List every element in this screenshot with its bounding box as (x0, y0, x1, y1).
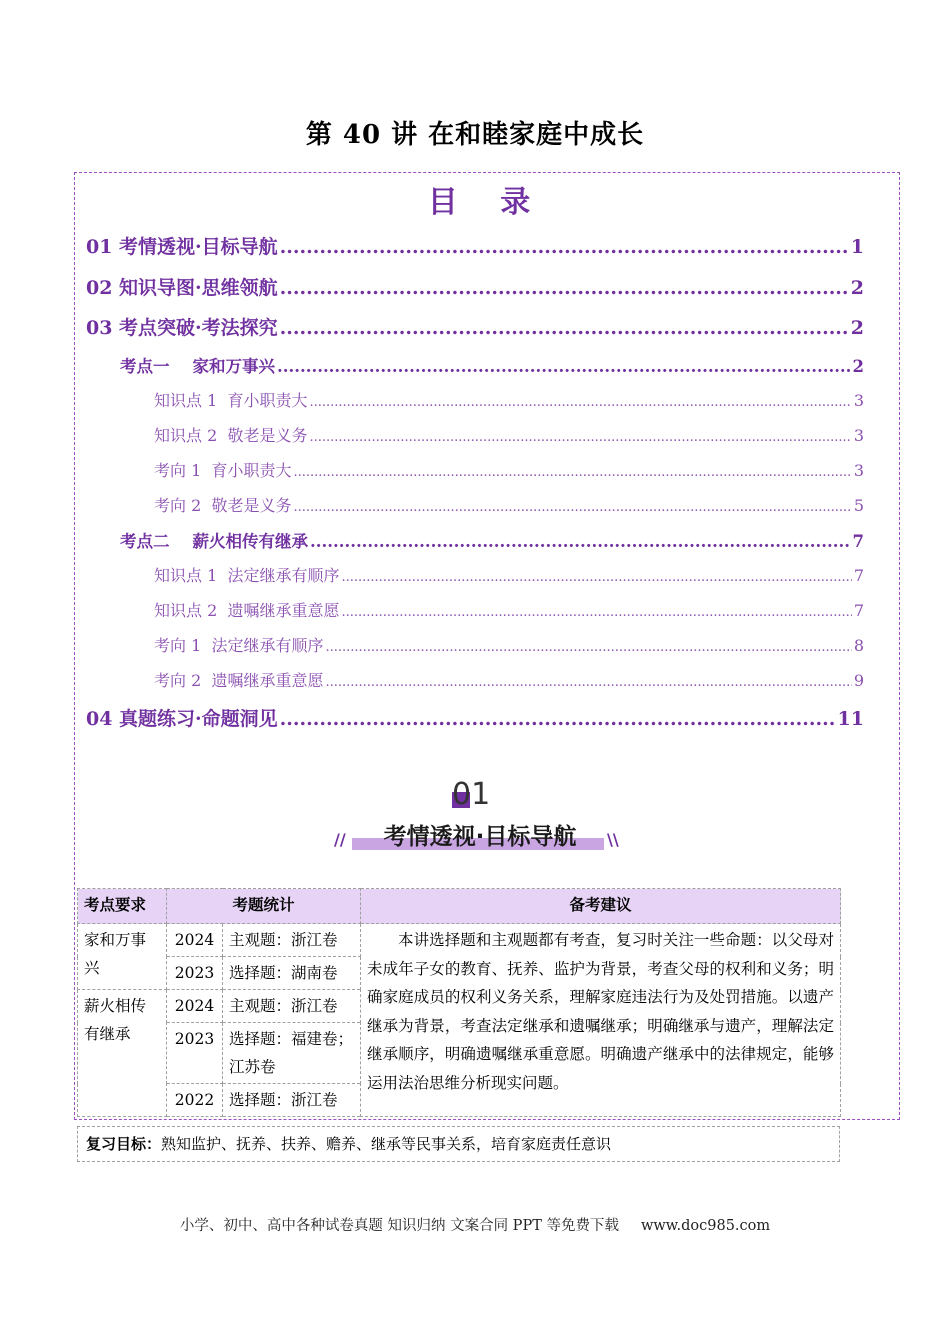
table-header: 考点要求 (78, 889, 167, 924)
toc-entry[interactable] (120, 353, 864, 377)
toc-entry-label: 04 真题练习·命题洞见 (86, 708, 278, 730)
toc-entry-label: 考向 1 法定继承有顺序 (154, 636, 324, 655)
toc-entry[interactable] (86, 273, 864, 300)
toc-entry-page: 3 (853, 461, 864, 480)
toc-entry-page: 7 (853, 566, 864, 585)
table-row (78, 924, 841, 957)
page-footer (0, 1214, 950, 1235)
table-header: 考题统计 (167, 889, 361, 924)
review-goal-label: 复习目标： (86, 1135, 162, 1153)
toc-entry-page: 1 (850, 236, 864, 258)
exam-analysis-table (77, 888, 841, 1117)
stat-cell: 选择题：湖南卷 (223, 957, 361, 990)
toc-entry-label: 知识点 2 遗嘱继承重意愿 (154, 601, 340, 620)
toc-entry[interactable] (86, 704, 864, 731)
table-header-row (78, 889, 841, 924)
toc-entry-label: 考向 2 敬老是义务 (154, 496, 292, 515)
year-cell: 2022 (167, 1084, 223, 1117)
toc-entry[interactable] (154, 668, 864, 691)
toc-entry[interactable] (154, 423, 864, 446)
toc-entry-page: 2 (852, 357, 864, 376)
toc-entry[interactable] (86, 232, 864, 259)
toc-entry-label: 考向 2 遗嘱继承重意愿 (154, 671, 324, 690)
year-cell: 2023 (167, 1023, 223, 1084)
topic-cell: 薪火相传有继承 (78, 990, 167, 1117)
footer-text: 小学、初中、高中各种试卷真题 知识归纳 文案合同 PPT 等免费下载 (179, 1218, 619, 1234)
toc-entry-page: 7 (853, 601, 864, 620)
toc-entry[interactable] (86, 313, 864, 340)
toc-entry-label: 知识点 1 育小职责大 (154, 391, 308, 410)
toc-entry-label: 02 知识导图·思维领航 (86, 277, 278, 299)
toc-entry[interactable] (154, 493, 864, 516)
toc-entry-page: 2 (850, 277, 864, 299)
page-title: 第 40 讲 在和睦家庭中成长 (305, 120, 645, 150)
year-cell: 2024 (167, 924, 223, 957)
review-goal-text: 熟知监护、抚养、扶养、赡养、继承等民事关系，培育家庭责任意识 (161, 1135, 612, 1153)
toc-entry-page: 3 (853, 426, 864, 445)
stat-cell: 主观题：浙江卷 (223, 924, 361, 957)
review-goal (77, 1126, 840, 1162)
toc-entry-page: 8 (853, 636, 864, 655)
toc-entry-page: 7 (852, 532, 864, 551)
toc-entry[interactable] (120, 528, 864, 552)
toc-heading: 目 录 (427, 185, 547, 220)
toc-entry-page: 11 (837, 708, 864, 730)
section-slash-right: \\ (607, 830, 619, 849)
stat-cell: 选择题：浙江卷 (223, 1084, 361, 1117)
toc-entry-label: 03 考点突破·考法探究 (86, 317, 278, 339)
toc-entry[interactable] (154, 563, 864, 586)
footer-site-link[interactable]: www.doc985.com (640, 1218, 771, 1234)
toc-entry[interactable] (154, 598, 864, 621)
stat-cell: 主观题：浙江卷 (223, 990, 361, 1023)
toc-entry[interactable] (154, 388, 864, 411)
toc-entry-label: 考向 1 育小职责大 (154, 461, 292, 480)
section-slash-left: // (334, 830, 346, 849)
toc-entry-page: 9 (853, 671, 864, 690)
toc-entry-page: 2 (850, 317, 864, 339)
toc-entry-label: 知识点 2 敬老是义务 (154, 426, 308, 445)
toc-entry-page: 3 (853, 391, 864, 410)
advice-cell: 本讲选择题和主观题都有考查，复习时关注一些命题：以父母对未成年子女的教育、抚养、监护为背景，考查父母的权利和义务；明确家庭成员的权利义务关系，理解家庭违法行为及处罚措施。以遗产继承为背景，考查法定继承和遗嘱继承；明确继承与遗产，理解法定继承顺序，明确遗嘱继承重意愿。明确遗产继承中的法律规定，能够运用法治思维分析现实问题。 (361, 924, 841, 1117)
year-cell: 2024 (167, 990, 223, 1023)
toc-entry-label: 考点二 薪火相传有继承 (120, 532, 308, 551)
toc-entry-label: 考点一 家和万事兴 (120, 357, 275, 376)
toc-entry-label: 知识点 1 法定继承有顺序 (154, 566, 340, 585)
toc-entry-page: 5 (853, 496, 864, 515)
table-header: 备考建议 (361, 889, 841, 924)
section-title: 考情透视·目标导航 (383, 824, 577, 850)
toc-entry[interactable] (154, 633, 864, 656)
stat-cell: 选择题：福建卷；江苏卷 (223, 1023, 361, 1084)
year-cell: 2023 (167, 957, 223, 990)
section-number: 01 (452, 777, 491, 812)
toc-entry-label: 01 考情透视·目标导航 (86, 236, 278, 258)
topic-cell: 家和万事兴 (78, 924, 167, 990)
toc-entry[interactable] (154, 458, 864, 481)
